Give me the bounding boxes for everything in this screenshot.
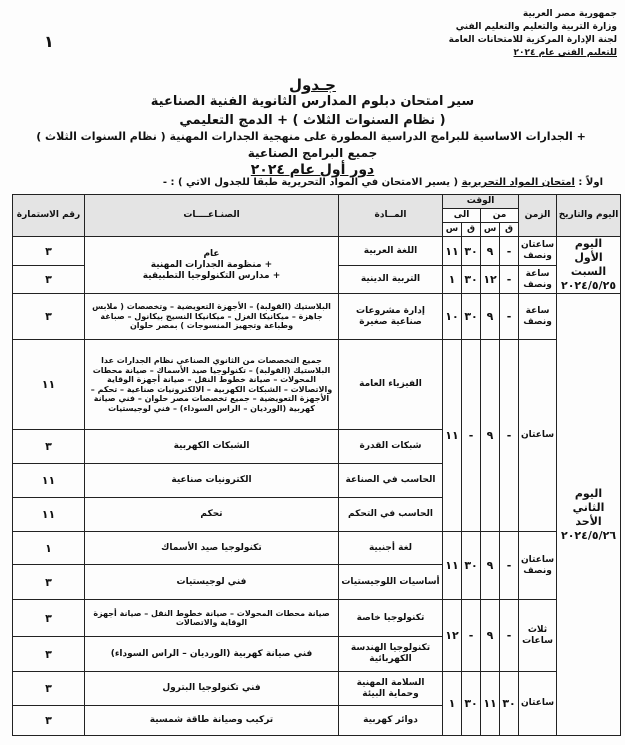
spec-line: عام — [203, 248, 220, 259]
day-ordinal: الثاني — [572, 500, 605, 514]
duration-cell: ساعتان ونصف — [519, 237, 557, 266]
form-number-cell: ١١ — [13, 464, 85, 498]
subject-cell: إدارة مشروعات صناعية صغيرة — [339, 294, 443, 340]
intro-rest: ( يسير الامتحان في المواد التحريرية طبقا للجدول الاتي ) : - — [162, 177, 459, 188]
subject-cell: الفيزياء العامة — [339, 340, 443, 430]
day-weekday: السبت — [570, 265, 607, 278]
to-minutes: ٣٠ — [462, 266, 481, 294]
to-hours: ١٢ — [443, 600, 462, 672]
from-hours: ٩ — [481, 294, 500, 340]
specialization-cell: الكترونيات صناعية — [85, 464, 339, 498]
ministry-line: وزارة التربية والتعليم والتعليم الفني — [455, 22, 617, 32]
from-minutes: - — [500, 600, 519, 672]
form-number-cell: ٣ — [13, 637, 85, 672]
from-minutes: - — [500, 237, 519, 266]
form-number-cell: ٣ — [13, 706, 85, 736]
specialization-cell: فني لوجيستيات — [85, 565, 339, 600]
from-minutes: - — [500, 294, 519, 340]
header-duration: الزمن — [519, 195, 557, 237]
spec-line: + مدارس التكنولوجيا التطبيقية — [142, 270, 281, 281]
subject-cell: السلامة المهنية وحماية البيئة — [339, 672, 443, 706]
subject-cell: الحاسب في الصناعة — [339, 464, 443, 498]
page-number: ١ — [44, 32, 54, 51]
day-two-cell — [557, 294, 621, 736]
header-time: الوقت — [443, 195, 519, 209]
header-to-minutes: ق — [462, 223, 481, 237]
duration-cell: ثلاث ساعات — [519, 600, 557, 672]
subject-cell: التربية الدينية — [339, 266, 443, 294]
doc-session: دور أول عام ٢٠٢٤ — [250, 162, 375, 178]
subject-cell: تكنولوجيا الهندسة الكهربائية — [339, 637, 443, 672]
specialization-cell: فني تكنولوجيا البترول — [85, 672, 339, 706]
from-hours: ٩ — [481, 237, 500, 266]
to-hours: ١١ — [443, 237, 462, 266]
from-minutes: - — [500, 340, 519, 532]
day-one-cell — [557, 237, 621, 294]
day-date: ٢٠٢٤/٥/٢٥ — [561, 279, 617, 292]
specialization-cell: فني صيانة كهربية (الورديان – الراس السوداء) — [85, 637, 339, 672]
subject-cell: أساسيات اللوجيستيات — [339, 565, 443, 600]
doc-subtitle-programs: جميع البرامج الصناعية — [247, 146, 378, 160]
to-hours: ١٠ — [443, 294, 462, 340]
duration-cell: ساعتان ونصف — [519, 532, 557, 600]
form-number-cell: ١ — [13, 532, 85, 565]
to-minutes: ٣٠ — [462, 672, 481, 736]
from-minutes: - — [500, 532, 519, 600]
form-number-cell: ٣ — [13, 672, 85, 706]
from-hours: ٩ — [481, 340, 500, 532]
doc-subtitle: سير امتحان دبلوم المدارس الثانوية الفنية الصناعية — [150, 94, 475, 109]
form-number-cell: ١١ — [13, 340, 85, 430]
header-day: اليوم والتاريخ — [557, 195, 621, 237]
subject-cell: دوائر كهربية — [339, 706, 443, 736]
header-form-number: رقم الاستمارة — [13, 195, 85, 237]
to-minutes: - — [462, 340, 481, 532]
specialization-cell: صيانة محطات المحولات – صيانة خطوط النقل – صيانة أجهزة الوقاية والاتصالات — [85, 600, 339, 637]
header-from: من — [481, 209, 519, 223]
form-number-cell: ٣ — [13, 600, 85, 637]
form-number-cell: ١١ — [13, 498, 85, 532]
duration-cell: ساعتان — [519, 672, 557, 736]
to-minutes: ٣٠ — [462, 237, 481, 266]
duration-cell: ساعة ونصف — [519, 294, 557, 340]
doc-title: جـدول — [289, 76, 336, 94]
to-hours: ١ — [443, 266, 462, 294]
header-specializations: الصنـاعــــات — [85, 195, 339, 237]
day-label: اليوم — [574, 237, 603, 250]
specialization-cell: تكنولوجيا صيد الأسماك — [85, 532, 339, 565]
from-hours: ٩ — [481, 600, 500, 672]
doc-subtitle-competencies: + الجدارات الاساسية للبرامج الدراسية المطورة على منهجية الجدارات المهنية ( نظام السنوات الثلاث ) — [36, 130, 586, 143]
specialization-cell: البلاستيك (القولبة) – الأجهزة التعويضية – وتخصصات ( ملابس جاهزة – ميكانيكا الغزل – ميكانيكا النسيج بيكانول – صباغة وطباعة وتجهيز المنسوجات ) بمصر حلوان — [85, 294, 339, 340]
specialization-cell: تركيب وصيانة طاقة شمسية — [85, 706, 339, 736]
specialization-cell: الشبكات الكهربية — [85, 430, 339, 464]
form-number-cell: ٣ — [13, 266, 85, 294]
day-ordinal: الأول — [574, 251, 603, 264]
subject-cell: الحاسب في التحكم — [339, 498, 443, 532]
from-hours: ١٢ — [481, 266, 500, 294]
ministry-line: للتعليم الفني عام ٢٠٢٤ — [513, 48, 617, 58]
header-to-hours: س — [443, 223, 462, 237]
intro-line — [163, 177, 603, 188]
doc-subtitle-system: ( نظام السنوات الثلاث ) + الدمج التعليمي — [179, 113, 446, 128]
to-minutes: ٣٠ — [462, 294, 481, 340]
form-number-cell: ٣ — [13, 430, 85, 464]
subject-cell: شبكات القدرة — [339, 430, 443, 464]
day-weekday: الأحد — [575, 514, 602, 528]
day-date: ٢٠٢٤/٥/٢٦ — [561, 528, 617, 542]
spec-line: + منظومة الجدارات المهنية — [150, 259, 273, 270]
from-minutes: - — [500, 266, 519, 294]
header-subject: المــادة — [339, 195, 443, 237]
intro-prefix: اولاً : — [578, 177, 603, 188]
exam-schedule-table — [12, 194, 621, 736]
to-hours: ١١ — [443, 532, 462, 600]
specialization-cell: تحكم — [85, 498, 339, 532]
ministry-line: جمهورية مصر العربية — [522, 9, 617, 19]
to-hours: ١١ — [443, 340, 462, 532]
from-hours: ٩ — [481, 532, 500, 600]
header-from-minutes: ق — [500, 223, 519, 237]
to-minutes: - — [462, 600, 481, 672]
intro-underlined: امتحان المواد التحريرية — [461, 177, 575, 188]
ministry-header — [397, 8, 617, 60]
ministry-line: لجنة الإدارة المركزية للامتحانات العامة — [448, 35, 617, 45]
from-hours: ١١ — [481, 672, 500, 736]
form-number-cell: ٣ — [13, 565, 85, 600]
day-label: اليوم — [574, 486, 603, 500]
header-to: الى — [443, 209, 481, 223]
from-minutes: ٣٠ — [500, 672, 519, 736]
header-from-hours: س — [481, 223, 500, 237]
to-hours: ١ — [443, 672, 462, 736]
to-minutes: ٣٠ — [462, 532, 481, 600]
form-number-cell: ٣ — [13, 294, 85, 340]
duration-cell: ساعة ونصف — [519, 266, 557, 294]
form-number-cell: ٣ — [13, 237, 85, 266]
specialization-cell — [85, 237, 339, 294]
subject-cell: اللغة العربية — [339, 237, 443, 266]
duration-cell: ساعتان — [519, 340, 557, 532]
subject-cell: تكنولوجيا خاصة — [339, 600, 443, 637]
specialization-cell: جميع التخصصات من الثانوي الصناعي نظام الجدارات عدا البلاستيك (القولبة) – تكنولوجيا صيد الأسماك – صيانة محطات المحولات – صيانة خطوط النقل – صيانة أجهزة الوقاية والاتصالات – الشبكات الكهربية – الالكترونيات صناعية – تحكم – الأجهزة التعويضية – جميع تخصصات مصر حلوان – فني صيانة كهربية (الورديان – الراس السوداء) – فني لوجيستيات — [85, 340, 339, 430]
subject-cell: لغة أجنبية — [339, 532, 443, 565]
